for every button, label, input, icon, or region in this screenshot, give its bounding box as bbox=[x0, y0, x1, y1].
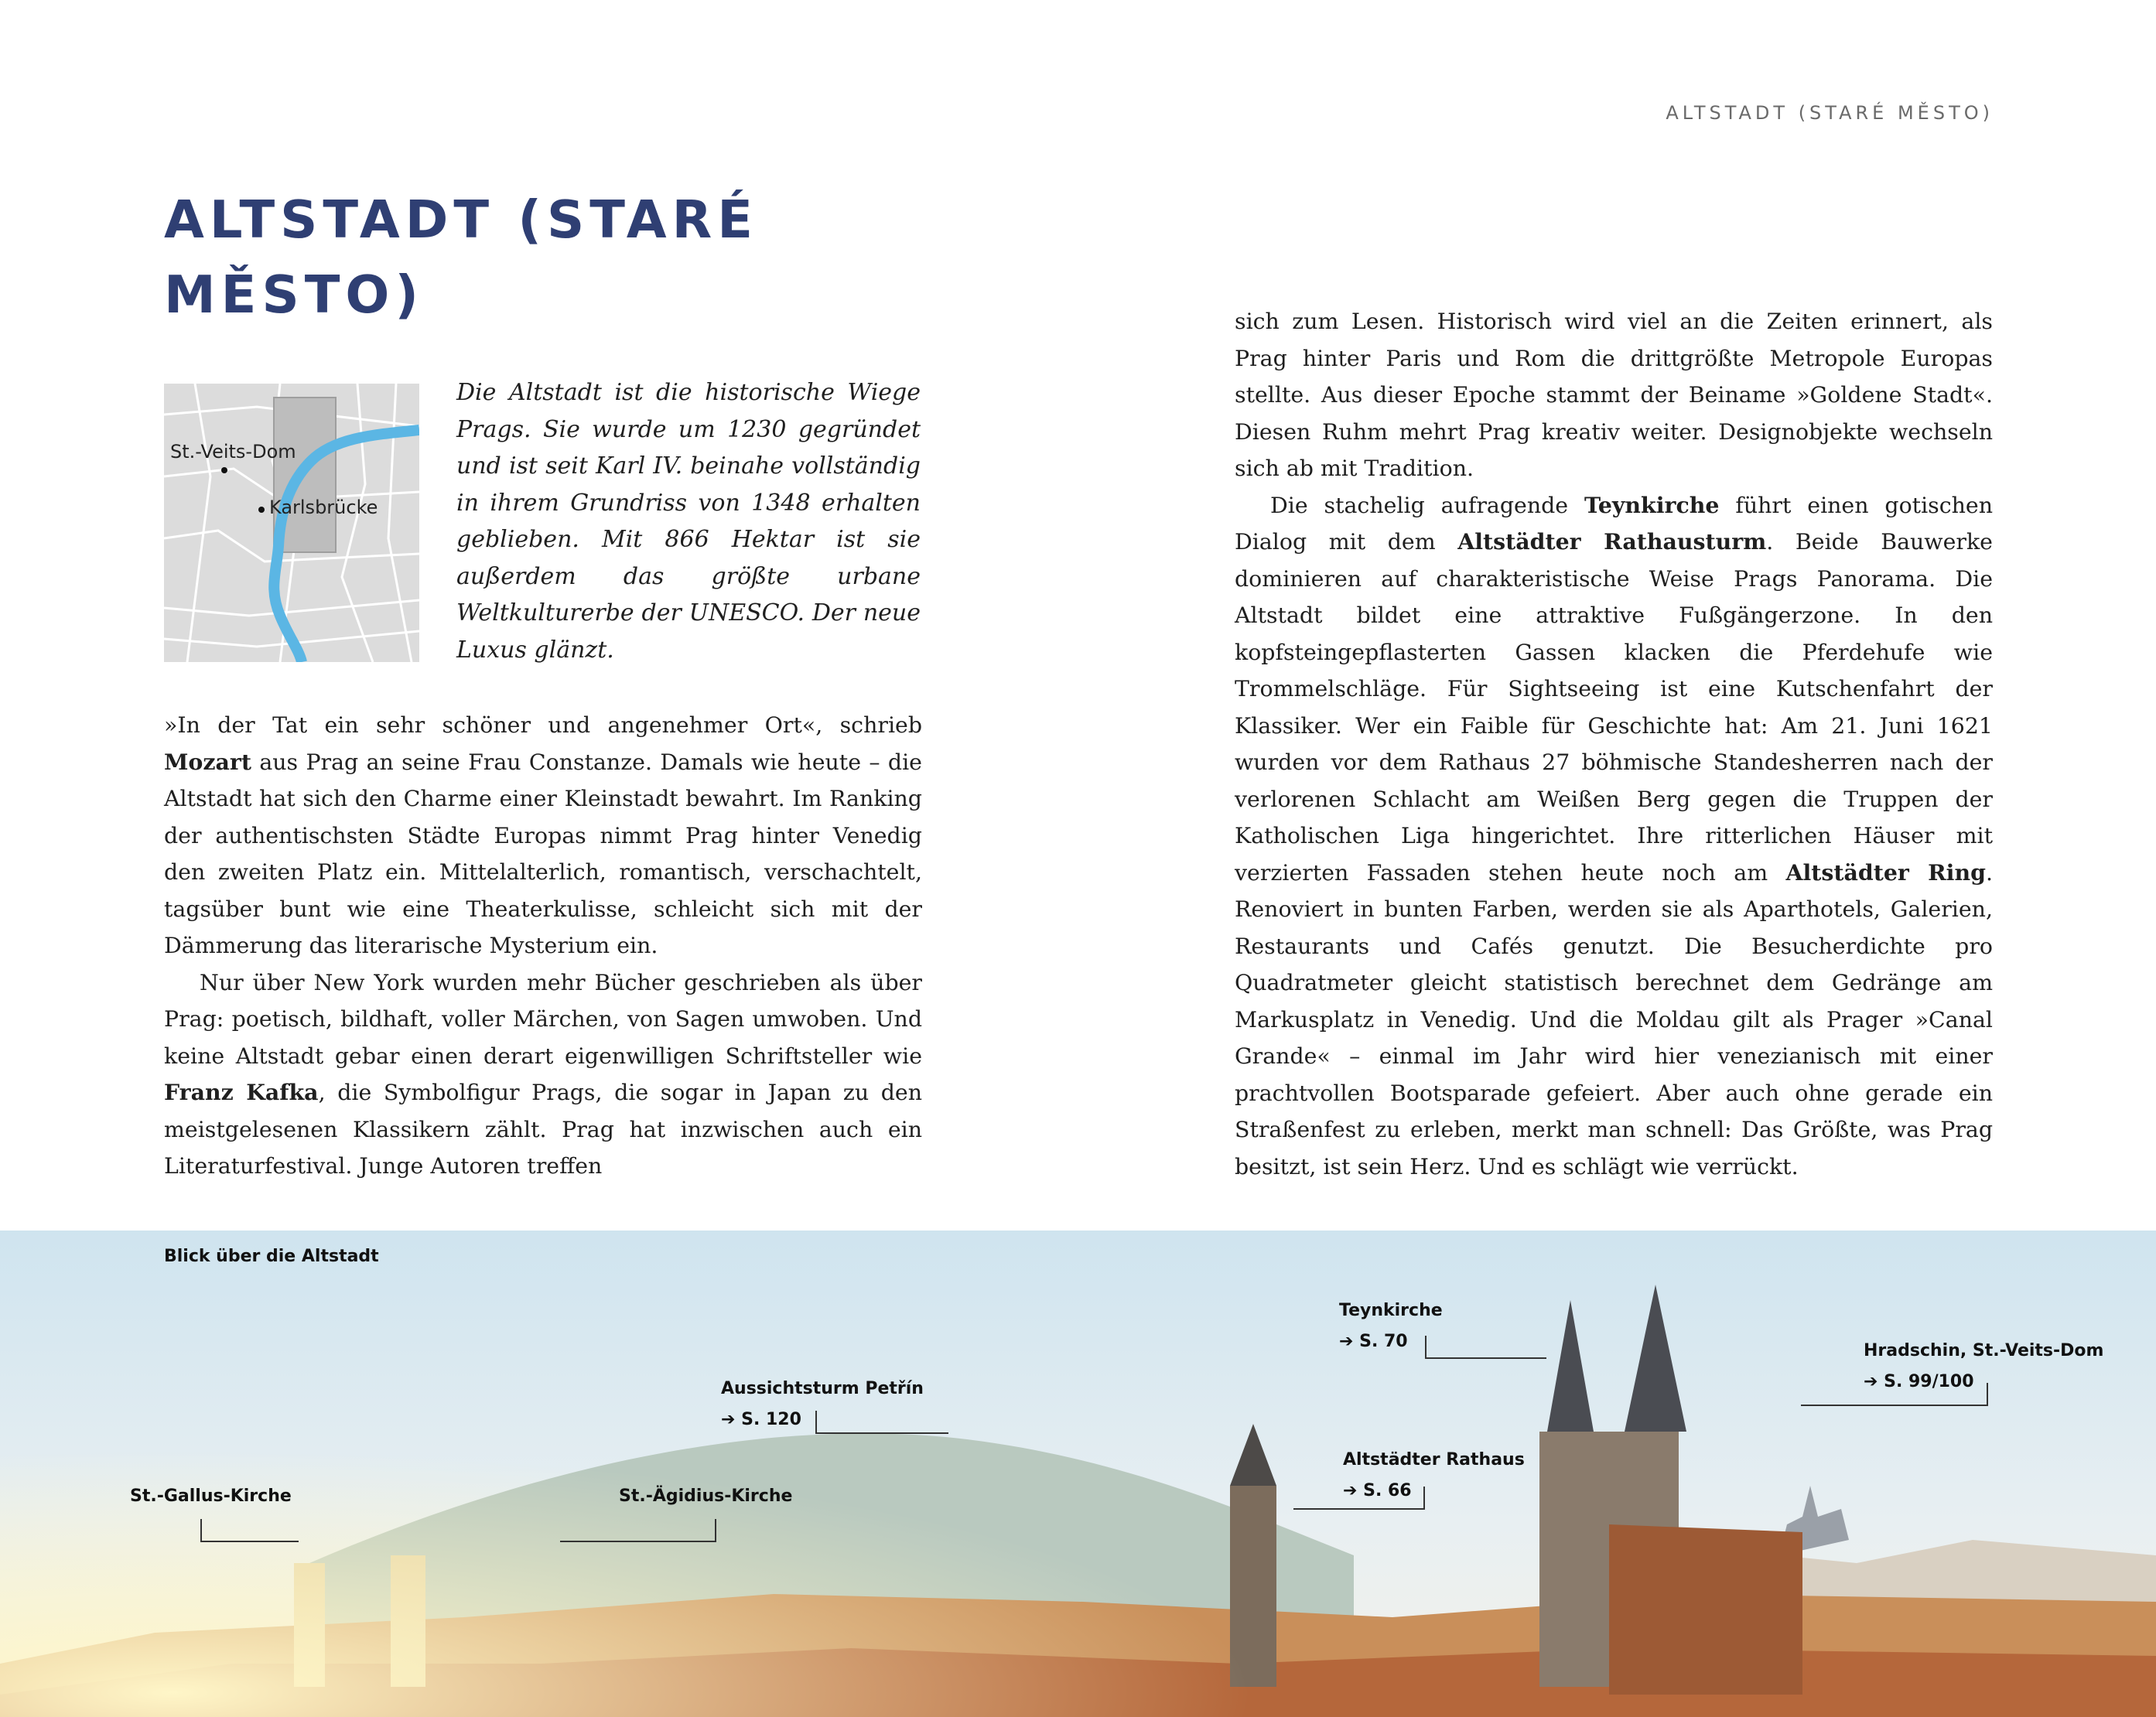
intro-text: Die Altstadt ist die historische Wiege Prags. Sie wurde um 1230 gegründet und ist seit Karl IV. beinahe vollständig in ihrem Grundriss von 1348 erhalten geblieben. Mit 866 Hektar ist sie außerdem das größte urbane Weltkulturerbe der UNESCO. Der neue Luxus glänzt. bbox=[456, 379, 921, 664]
text-run: führt einen gotischen Dialog mit dem bbox=[1235, 492, 1993, 555]
label-aegidius bbox=[619, 1481, 792, 1512]
text-run: aus Prag an seine Frau Constanze. Damals wie heute – die Altstadt hat sich den Charme einer Kleinstadt bewahrt. Im Ranking der authentischsten Städte Europas nimmt Prag hinter Venedig den zweiten Platz ein. Mittelalterlich, romantisch, verschachtelt, tagsüber bunt wie eine Theaterkulisse, schleicht sich mit der Dämmerung das literarische Mysterium ein. bbox=[164, 749, 922, 958]
left-paragraph-2 bbox=[164, 964, 922, 1185]
label-text: Aussichtsturm Petřín bbox=[721, 1379, 924, 1398]
leader-hradschin bbox=[1801, 1383, 1988, 1406]
page-title bbox=[164, 183, 860, 333]
page-ref: ➔ S. 120 bbox=[721, 1410, 801, 1429]
panorama-photo bbox=[0, 1231, 2156, 1717]
leader-rathaus bbox=[1293, 1487, 1425, 1510]
left-column bbox=[164, 707, 922, 1185]
label-text: Altstädter Rathaus bbox=[1343, 1450, 1525, 1470]
leader-petrin bbox=[815, 1411, 948, 1434]
leader-aegidius bbox=[560, 1519, 716, 1542]
photo-caption: Blick über die Altstadt bbox=[164, 1247, 379, 1266]
page-ref: ➔ S. 70 bbox=[1339, 1332, 1408, 1351]
right-paragraph-2 bbox=[1235, 487, 1993, 1186]
label-text: St.-Gallus-Kirche bbox=[130, 1487, 292, 1506]
bold-kafka: Franz Kafka bbox=[164, 1079, 319, 1105]
bold-teynkirche: Teynkirche bbox=[1584, 491, 1720, 518]
panorama-illustration bbox=[0, 1231, 2156, 1717]
map-graphic bbox=[164, 384, 419, 662]
text-run: . Renoviert in bunten Farben, werden sie als Aparthotels, Galerien, Restaurants und Cafés genutzt. Die Besucherdichte pro Quadratmeter gleicht statistisch berechnet dem Gedränge am Markusplatz in Venedig. Und die Moldau gilt als Prager »Canal Grande« – einmal im Jahr wird hier venezianisch mit einer prachtvollen Bootsparade gefeiert. Aber auch ohne gerade ein Straßenfest zu erleben, merkt man schnell: Das Größte, was Prag besitzt, ist sein Herz. Und es schlägt wie verrückt. bbox=[1235, 859, 1993, 1179]
map-label-bridge: Karlsbrücke bbox=[269, 497, 378, 518]
bold-mozart: Mozart bbox=[164, 748, 251, 775]
page-ref: ➔ S. 99/100 bbox=[1864, 1372, 1974, 1391]
bold-rathausturm: Altstädter Rathausturm bbox=[1457, 528, 1767, 555]
text-run: , die Symbolfigur Prags, die sogar in Japan zu den meistgelesenen Klassikern zählt. Prag hat inzwischen auch ein Literaturfestival. Junge Autoren treffen bbox=[164, 1080, 922, 1179]
running-head: ALTSTADT (STARÉ MĚSTO) bbox=[1666, 102, 1994, 124]
text-run: . Beide Bauwerke dominieren auf charakteristische Weise Prags Panorama. Die Altstadt bildet eine attraktive Fußgängerzone. In den kopfsteingepflasterten Gassen klacken die Pferdehufe wie Trommelschläge. Für Sightseeing ist eine Kutschenfahrt der Klassiker. Wer ein Faible für Geschichte hat: Am 21. Juni 1621 wurden vor dem Rathaus 27 böhmische Standesherren nach der verlorenen Schlacht am Weißen Berg gegen die Truppen der Katholischen Liga hingerichtet. Ihre ritterlichen Häuser mit verzierten Fassaden stehen heute noch am bbox=[1235, 529, 1993, 886]
page-ref: ➔ S. 66 bbox=[1343, 1481, 1412, 1500]
label-text: St.-Ägidius-Kirche bbox=[619, 1487, 793, 1506]
right-column bbox=[1235, 303, 1993, 1185]
text-run: Nur über New York wurden mehr Bücher geschrieben als über Prag: poetisch, bildhaft, voller Märchen, von Sagen umwoben. Und keine Altstadt gebar einen derart eigenwilligen Schriftsteller wie bbox=[164, 969, 922, 1069]
label-text: Teynkirche bbox=[1339, 1301, 1443, 1320]
title-line-1: ALTSTADT (STARÉ bbox=[164, 189, 758, 250]
title-line-2: MĚSTO) bbox=[164, 265, 424, 325]
map-label-dom: St.-Veits-Dom bbox=[170, 441, 296, 463]
locator-map bbox=[164, 384, 419, 662]
bold-altstaedter-ring: Altstädter Ring bbox=[1785, 858, 1986, 886]
label-gallus bbox=[130, 1481, 292, 1512]
label-text: Hradschin, St.-Veits-Dom bbox=[1864, 1341, 2104, 1360]
right-paragraph-1: sich zum Lesen. Historisch wird viel an die Zeiten erinnert, als Prag hinter Paris und Rom die drittgrößte Metropole Europas stellte. Aus dieser Epoche stammt der Beiname »Goldene Stadt«. Diesen Ruhm mehrt Prag kreativ weiter. Designobjekte wechseln sich ab mit Tradition. bbox=[1235, 309, 1993, 481]
text-run: Die stachelig aufragende bbox=[1270, 492, 1584, 518]
left-paragraph-1 bbox=[164, 707, 922, 964]
text-run: »In der Tat ein sehr schöner und angenehmer Ort«, schrieb bbox=[164, 712, 922, 738]
leader-teyn bbox=[1425, 1336, 1546, 1359]
leader-gallus bbox=[200, 1519, 299, 1542]
